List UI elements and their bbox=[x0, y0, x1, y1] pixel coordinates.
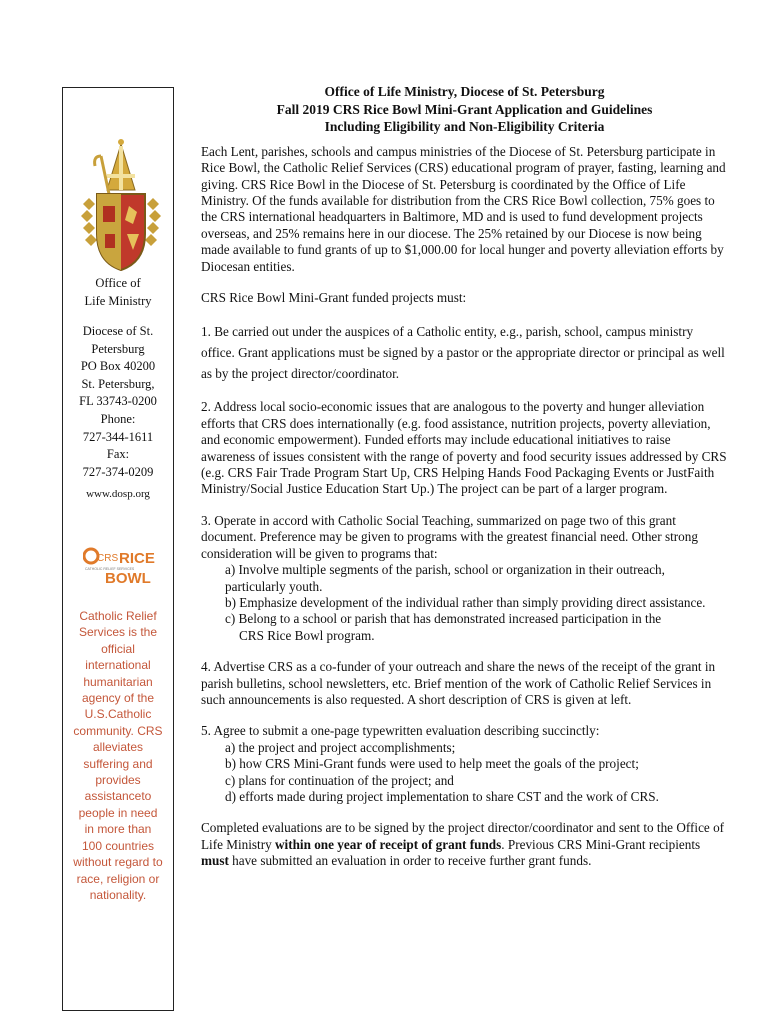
requirement-5d: d) efforts made during project implementation to share CST and the work of CRS. bbox=[225, 788, 659, 804]
requirement-4: 4. Advertise CRS as a co-funder of your outreach and share the news of the receipt of the grant in parish bulletins, school newsletters, etc. Brief mention of the work of Catholic Relief Services in such announcements is also requested. A short description of CRS is given at left. bbox=[201, 659, 716, 707]
crs-description: Catholic Relief Services is the official international humanitarian agency of the U.S.Catholic community. CRS alleviates suffering and provides assistanceto people in need in more than 100 countries without regard to race, religion or nationality. bbox=[73, 609, 163, 902]
svg-text:CATHOLIC RELIEF SERVICES: CATHOLIC RELIEF SERVICES bbox=[85, 567, 135, 571]
requirement-5a: a) the project and project accomplishments; bbox=[225, 739, 456, 755]
contact-address: Diocese of St. Petersburg PO Box 40200 St. Petersburg, FL 33743-0200 Phone: 727-344-1611 Fax: 727-374-0209 bbox=[79, 324, 157, 479]
requirements-lead: CRS Rice Bowl Mini-Grant funded projects must: bbox=[201, 290, 467, 306]
svg-text:BOWL: BOWL bbox=[105, 570, 151, 585]
requirement-5b: b) how CRS Mini-Grant funds were used to help meet the goals of the project; bbox=[225, 756, 639, 772]
svg-text:CRS: CRS bbox=[97, 553, 119, 564]
intro-paragraph: Each Lent, parishes, schools and campus ministries of the Diocese of St. Petersburg participate in Rice Bowl, the Catholic Relief Services (CRS) educational program of prayer, fasting, learning and giving. CRS Rice Bowl in the Diocese of St. Petersburg is coordinated by the Office of Life Ministry. Of the funds available for distribution from the CRS Rice Bowl collection, 75% goes to the CRS international headquarters in Baltimore, MD and is used to fund development projects overseas, and 25% remains here in our diocese. The 25% retained by our Diocese is now being made available to fund grants of up to $1,000.00 for local hunger and poverty alleviation efforts by Diocesan entities. bbox=[201, 143, 726, 274]
main-content bbox=[201, 83, 728, 885]
requirement-3: 3. Operate in accord with Catholic Social Teaching, summarized on page two of this grant document. Preference may be given to programs with the greatest financial need. Other strong consideration will be given to programs that: a) Involve multiple segments of the parish, school or organization in their outreach, particularly youth. b) Emphasize development of the individual rather than simply providing direct assistance. c) Belong to a school or parish that has demonstrated increased participation in the CRS Rice Bowl program. bbox=[201, 513, 728, 644]
closing-paragraph: Completed evaluations are to be signed by the project director/coordinator and sent to the Office of Life Ministry within one year of receipt of grant funds. Previous CRS Mini-Grant recipients must have submitted an evaluation in order to receive further grant funds. bbox=[201, 820, 725, 869]
requirement-3a: a) Involve multiple segments of the parish, school or organization in their outreach, particularly youth. bbox=[225, 562, 665, 594]
requirement-3c-cont: CRS Rice Bowl program. bbox=[239, 627, 375, 643]
requirement-5c: c) plans for continuation of the project; and bbox=[225, 772, 454, 788]
diocese-coat-of-arms-icon bbox=[79, 134, 163, 274]
crs-rice-bowl-logo bbox=[83, 543, 157, 585]
office-name: Office of Life Ministry bbox=[84, 276, 152, 308]
requirement-5: 5. Agree to submit a one-page typewritten evaluation describing succinctly: a) the project and project accomplishments; b) how CRS Mini-Grant funds were used to help meet the goals of the project; c) plans for continuation of the project; and d) efforts made during project implementation to share CST and the work of CRS. bbox=[201, 723, 728, 805]
requirement-3b: b) Emphasize development of the individual rather than simply providing direct assistance. bbox=[225, 594, 706, 610]
requirement-1: 1. Be carried out under the auspices of a Catholic entity, e.g., parish, school, campus ministry office. Grant applications must be signed by a pastor or the appropriate director or principal as well as by the project director/coordinator. bbox=[201, 324, 725, 382]
svg-text:RICE: RICE bbox=[119, 550, 155, 567]
sidebar bbox=[62, 87, 174, 1011]
document-title: Office of Life Ministry, Diocese of St. Petersburg Fall 2019 CRS Rice Bowl Mini-Grant Application and Guidelines Including Eligibility and Non-Eligibility Criteria bbox=[276, 84, 653, 135]
requirement-2: 2. Address local socio-economic issues that are analogous to the poverty and hunger alleviation efforts that CRS does internationally (e.g. food assistance, nutrition projects, poverty alleviation, and economic empowerment). Funded efforts may include educational initiatives to raise awareness of issues consistent with the range of poverty and food security issues addressed by CRS (e.g. CRS Fair Trade Program Start Up, CRS Helping Hands Food Packaging Events or JustFaith Ministry/Social Justice Education Start Up.) The project can be part of a larger program. bbox=[201, 399, 727, 497]
website-link[interactable]: www.dosp.org bbox=[86, 488, 150, 500]
requirement-3c: c) Belong to a school or parish that has demonstrated increased participation in the bbox=[225, 611, 662, 627]
